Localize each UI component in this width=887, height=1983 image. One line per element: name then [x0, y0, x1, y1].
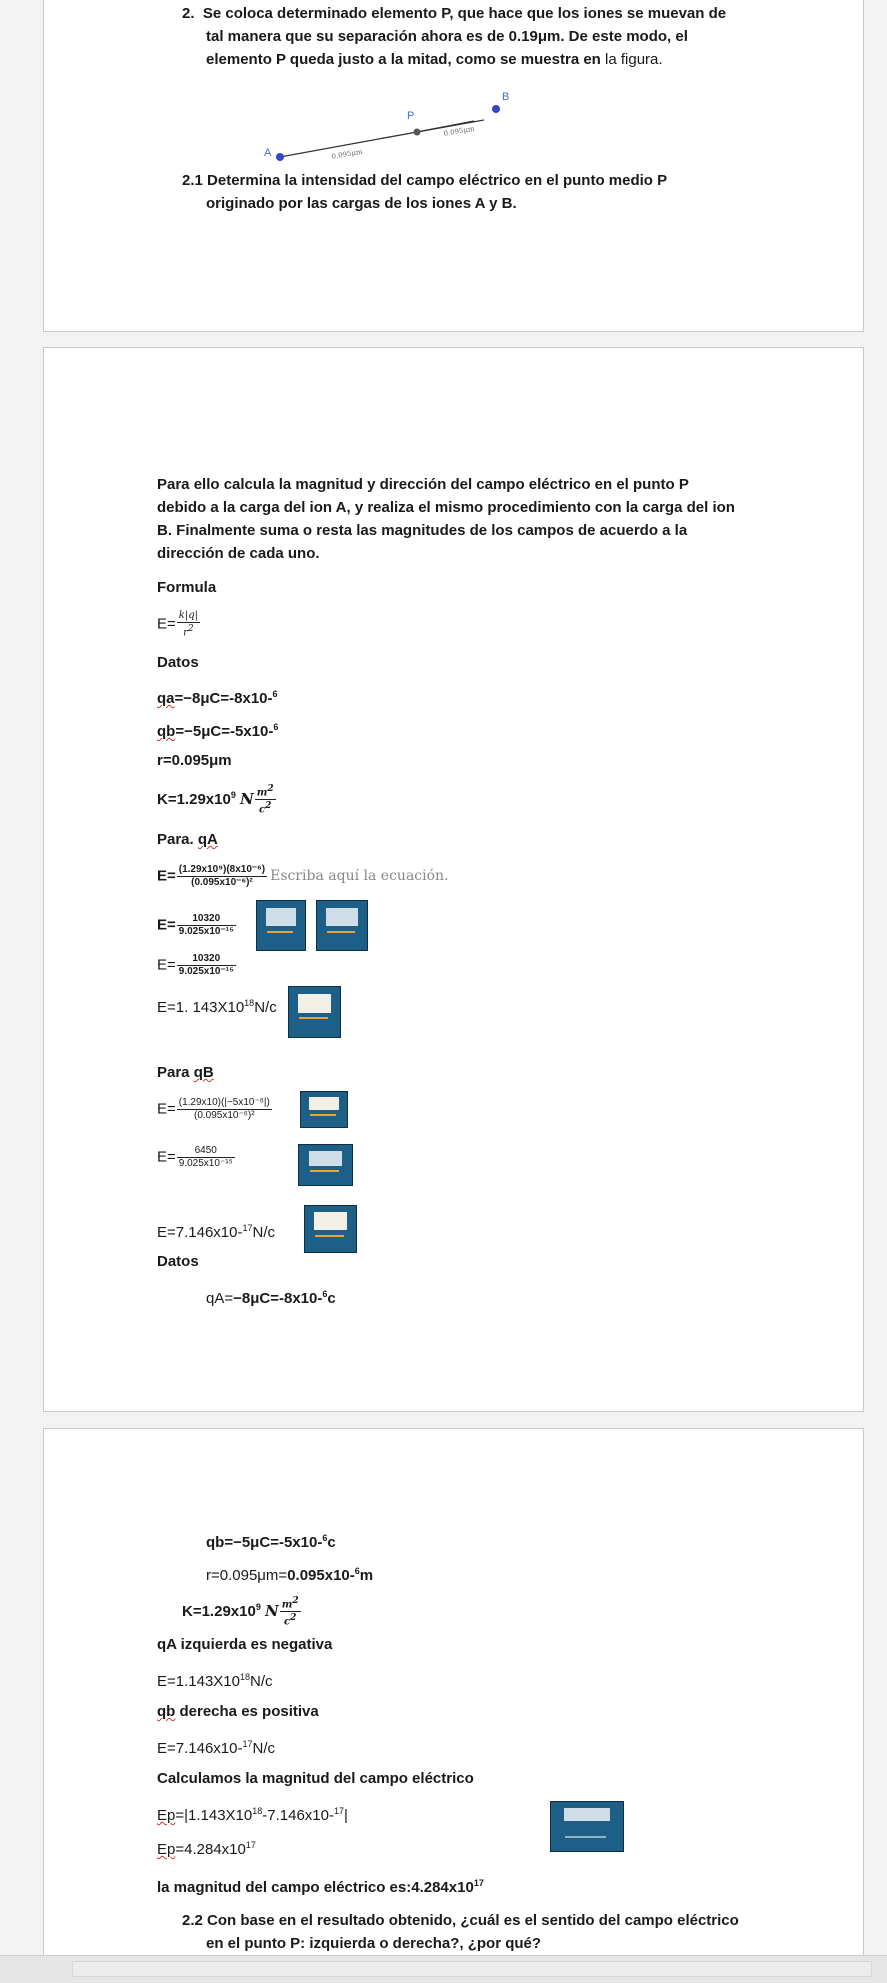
- intro-line3: B. Finalmente suma o resta las magnitudes de los campos de acuerdo a la: [157, 522, 688, 539]
- question-2-line3-end: la figura.: [605, 51, 663, 68]
- datos-qb-value: =−5μC=-5x10-: [175, 723, 274, 740]
- ep-name-1: Ep: [157, 1807, 176, 1824]
- calc-b-eq2-den: 9.025x10⁻¹⁵: [178, 1158, 233, 1169]
- intro-line1: Para ello calcula la magnitud y dirección del campo eléctrico en el punto P: [157, 476, 689, 493]
- calc-a-eq2-lhs: E=: [157, 916, 176, 934]
- formula-equation: [157, 610, 200, 639]
- question-2-text: Se coloca determinado elemento P, que hace que los iones se muevan de: [202, 5, 727, 22]
- para-qb-name: qB: [193, 1064, 214, 1081]
- page-1: [43, 0, 864, 332]
- qb-field: [157, 1734, 275, 1759]
- screenshot-thumbnail-5[interactable]: [298, 1144, 353, 1186]
- magnitude-statement: [157, 1873, 484, 1898]
- calc-a-eq1-den: (0.095x10⁻⁶)²: [191, 877, 253, 888]
- datos-k-unit: N: [240, 789, 254, 808]
- screenshot-thumbnail-2[interactable]: [316, 900, 368, 951]
- ion-figure: [264, 84, 484, 164]
- calc-a-eq1: [157, 864, 449, 889]
- datos-qa-exp: 6: [272, 689, 278, 699]
- datos2-qa-exp: 6: [322, 1289, 328, 1299]
- datos2-r-unit: m: [359, 1567, 374, 1584]
- ep1-a: =|1.143X10: [175, 1807, 253, 1824]
- screenshot-thumbnail-6[interactable]: [304, 1205, 357, 1253]
- calc-b-eq1-den: (0.095x10⁻⁶)²: [194, 1110, 255, 1121]
- ion-b-point: [492, 105, 500, 113]
- magnitude-text: la magnitud del campo eléctrico es:4.284x10: [157, 1879, 474, 1896]
- datos2-qa-value: −8μC=-8x10-: [233, 1290, 323, 1307]
- datos2-qa-unit: c: [327, 1290, 336, 1307]
- calc-b-result-base: E=7.146x10-: [157, 1224, 243, 1241]
- datos2-r-exp: 6: [354, 1566, 360, 1576]
- screenshot-thumbnail-4[interactable]: [300, 1091, 348, 1128]
- datos2-k-den-exp: 2: [290, 1613, 297, 1624]
- datos2-k-fraction: [280, 1595, 301, 1629]
- ep-equation-2: [157, 1835, 256, 1860]
- datos-k-num-exp: 2: [267, 784, 274, 794]
- datos2-k-den-base: c: [283, 1616, 291, 1628]
- calc-magnitude-label: Calculamos la magnitud del campo eléctrico: [157, 1770, 474, 1787]
- ep1-b-exp: 17: [333, 1806, 344, 1816]
- datos-k-num-base: m: [256, 787, 268, 799]
- calc-a-result-exp: 18: [244, 998, 255, 1008]
- calc-a-eq2-fraction: [177, 913, 236, 938]
- qa-side-label: qA izquierda es negativa: [157, 1636, 333, 1653]
- datos2-qb-exp: 6: [322, 1533, 328, 1543]
- calc-a-eq2-num: 10320: [177, 913, 236, 926]
- qa-field-exp: 18: [240, 1672, 251, 1682]
- qa-field-base: E=1.143X10: [157, 1673, 240, 1690]
- calc-a-result: [157, 993, 277, 1018]
- qa-field-unit: N/c: [250, 1673, 273, 1690]
- datos2-k-num-base: m: [281, 1599, 293, 1611]
- qb-side-text: derecha es positiva: [175, 1703, 319, 1720]
- question-2-1-line2: originado por las cargas de los iones A y B.: [206, 195, 517, 212]
- datos-qb-name: qb: [157, 723, 176, 740]
- qb-field-exp: 17: [242, 1739, 253, 1749]
- para-qa-pre: Para.: [157, 831, 198, 848]
- ep1-a-exp: 18: [252, 1806, 263, 1816]
- scrollbar-thumb[interactable]: [72, 1961, 872, 1977]
- datos2-k-exp: 9: [255, 1601, 261, 1612]
- datos2-qa-pre: qA=: [206, 1290, 234, 1307]
- para-qb-label: [157, 1062, 214, 1083]
- datos2-r: [206, 1561, 373, 1586]
- datos2-k-base: K=1.29x10: [182, 1602, 256, 1620]
- datos-k-exp: 9: [230, 789, 236, 800]
- calc-b-result-exp: 17: [242, 1223, 253, 1233]
- ion-figure-b: [474, 89, 514, 119]
- datos2-qb-unit: c: [327, 1534, 336, 1551]
- calc-a-eq3-den: 9.025x10⁻¹⁵: [178, 966, 234, 977]
- ep1-b: -7.146x10-: [262, 1807, 334, 1824]
- calc-a-eq1-lhs: E=: [157, 867, 176, 885]
- magnitude-exp: 17: [473, 1878, 484, 1888]
- calc-a-eq2-den: 9.025x10⁻¹⁵: [178, 926, 234, 937]
- datos-k: [157, 783, 276, 817]
- formula-den-exp: 2: [187, 624, 194, 634]
- qb-field-unit: N/c: [252, 1740, 275, 1757]
- dist-left: 0.095μm: [330, 147, 364, 161]
- ep-equation-1: [157, 1801, 348, 1826]
- point-p: [414, 129, 421, 136]
- calc-a-result-unit: N/c: [254, 999, 277, 1016]
- page-3: [43, 1428, 864, 1968]
- datos-qa-name: qa: [157, 690, 175, 707]
- formula-denominator: [177, 623, 200, 639]
- datos-qb-exp: 6: [273, 722, 279, 732]
- formula-label: Formula: [157, 579, 217, 596]
- intro-line4: dirección de cada uno.: [157, 545, 320, 562]
- calc-b-eq1-lhs: E=: [157, 1100, 176, 1118]
- ep2-exp: 17: [245, 1840, 256, 1850]
- formula-numerator: k|q|: [178, 610, 198, 621]
- para-qa-label: [157, 829, 218, 850]
- page-2: [43, 347, 864, 1412]
- label-p: P: [407, 110, 415, 122]
- question-2-line1: [182, 3, 726, 24]
- question-2-line3-text: elemento P queda justo a la mitad, como se muestra en: [206, 51, 606, 68]
- datos-k-num: [255, 783, 276, 800]
- label-a: A: [264, 147, 272, 159]
- screenshot-thumbnail-3[interactable]: [288, 986, 341, 1038]
- qa-field: [157, 1667, 273, 1692]
- datos2-qa: [206, 1284, 336, 1309]
- datos2-k-den: [280, 1612, 301, 1628]
- datos2-qb-value: qb=−5μC=-5x10-: [206, 1534, 323, 1551]
- ep2-value: =4.284x10: [175, 1841, 246, 1858]
- datos-k-base: K=1.29x10: [157, 790, 231, 808]
- datos-k-den: [255, 800, 276, 816]
- ep1-c: |: [344, 1807, 348, 1824]
- calc-a-eq1-fraction: [177, 864, 267, 889]
- datos2-k: [182, 1595, 301, 1629]
- datos2-k-num-exp: 2: [292, 1596, 299, 1606]
- question-2-1-line1: 2.1 Determina la intensidad del campo eléctrico en el punto medio P: [182, 172, 668, 189]
- calc-b-eq1: [157, 1097, 272, 1122]
- para-qa-name: qA: [197, 831, 218, 848]
- calc-b-eq2: [157, 1145, 235, 1170]
- datos2-r-value: 0.095x10-: [287, 1567, 355, 1584]
- intro-line2: debido a la carga del ion A, y realiza el mismo procedimiento con la carga del ion: [157, 499, 735, 516]
- datos-k-fraction: [255, 783, 276, 817]
- para-qb-pre: Para: [157, 1064, 194, 1081]
- formula-den-base: r: [183, 627, 188, 639]
- ion-a-point: [276, 153, 284, 161]
- question-2-line2: tal manera que su separación ahora es de 0.19μm. De este modo, el: [206, 28, 688, 45]
- calc-a-eq3-fraction: [177, 953, 236, 978]
- datos2-r-pre: r=0.095μm=: [206, 1567, 288, 1584]
- calc-b-eq1-fraction: [177, 1097, 272, 1122]
- qb-side-label: [157, 1701, 319, 1722]
- calc-a-eq3-num: 10320: [177, 953, 236, 966]
- formula-lhs: E=: [157, 615, 176, 633]
- datos-qa-value: =−8μC=-8x10-: [174, 690, 273, 707]
- question-2-2-line1: 2.2 Con base en el resultado obtenido, ¿cuál es el sentido del campo eléctrico: [182, 1912, 739, 1929]
- calc-b-result: [157, 1218, 275, 1243]
- datos2-qb: [206, 1528, 336, 1553]
- datos2-k-num: [280, 1595, 301, 1612]
- calc-a-eq3-lhs: E=: [157, 956, 176, 974]
- calc-b-eq2-lhs: E=: [157, 1148, 176, 1166]
- datos2-k-unit: N: [265, 1601, 279, 1620]
- datos-k-den-exp: 2: [265, 801, 272, 812]
- datos-r: r=0.095μm: [157, 752, 232, 769]
- question-2-number: 2.: [182, 5, 195, 22]
- calc-a-result-base: E=1. 143X10: [157, 999, 245, 1016]
- datos-k-den-base: c: [258, 804, 266, 816]
- datos2-label: Datos: [157, 1253, 199, 1270]
- question-2-2-line2: en el punto P: izquierda o derecha?, ¿por qué?: [206, 1935, 542, 1952]
- calc-b-eq2-num: 6450: [177, 1145, 235, 1158]
- ep-name-2: Ep: [157, 1841, 176, 1858]
- horizontal-scrollbar[interactable]: [0, 1955, 887, 1983]
- calc-b-result-unit: N/c: [252, 1224, 275, 1241]
- question-2-line3: [206, 49, 663, 70]
- label-b: B: [502, 91, 510, 103]
- screenshot-thumbnail-1[interactable]: [256, 900, 306, 951]
- datos-label: Datos: [157, 654, 199, 671]
- calc-b-eq1-num: (1.29x10)(|−5x10⁻⁶|): [178, 1097, 270, 1108]
- datos-qb: [157, 717, 278, 742]
- formula-fraction: [177, 610, 200, 639]
- calc-b-eq2-fraction: [177, 1145, 235, 1170]
- calc-a-eq1-num: (1.29x10⁹)(8x10⁻⁶): [178, 864, 266, 875]
- datos-qa: [157, 684, 278, 709]
- calc-a-eq2: [157, 913, 236, 938]
- qb-field-base: E=7.146x10-: [157, 1740, 243, 1757]
- qb-side-name: qb: [157, 1703, 176, 1720]
- dist-right: 0.095μm: [442, 124, 476, 138]
- equation-placeholder[interactable]: Escriba aquí la ecuación.: [270, 868, 449, 885]
- calc-a-eq3: [157, 953, 236, 978]
- screenshot-thumbnail-7[interactable]: [550, 1801, 624, 1852]
